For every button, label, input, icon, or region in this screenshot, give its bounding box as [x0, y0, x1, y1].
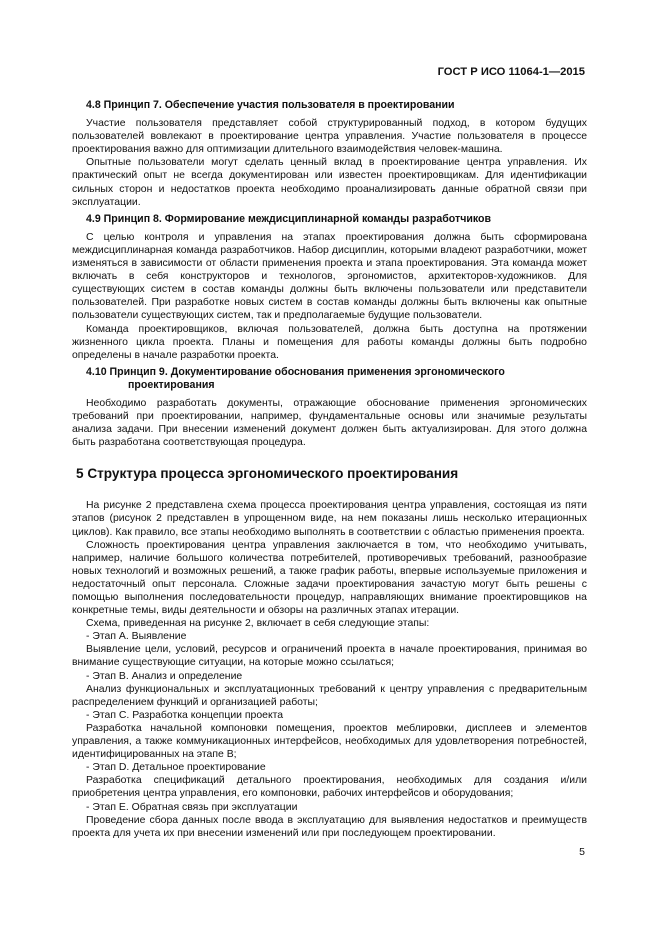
stage-b-label: - Этап В. Анализ и определение: [86, 670, 243, 682]
paragraph: Схема, приведенная на рисунке 2, включает в себя следующие этапы:: [86, 618, 430, 630]
stage-a-text: Выявление цели, условий, ресурсов и ограничений проекта в начале проектирования, принимая во внимание существующие ситуации, на которые можно ссылаться;: [72, 644, 587, 669]
paragraph: Сложность проектирования центра управления заключается в том, что необходимо учитывать, например, наличие большого количества потребителей, противоречивых требований, разнообразие новых технологий и возможных решений, а также график работы, впервые используемые приложения и недостаточный опыт персонала. Сложные задачи проектирования зачастую могут быть решены с помощью выполнения последовательности процедур, направляющих внимание проектировщиков на конкретные темы, виды деятельности и обзоры на различных этапах итерации.: [72, 539, 587, 617]
page-content: [72, 95, 587, 840]
stage-b-text: Анализ функциональных и эксплуатационных требований к центру управления с предварительным распределением функций и организацией работы;: [72, 683, 587, 708]
heading-line: 4.10 Принцип 9. Документирование обоснования применения эргономического: [86, 365, 505, 378]
paragraph: Опытные пользователи могут сделать ценный вклад в проектирование центра управления. Их практический опыт не всегда документирован или известен проектировщикам. Для идентификации сильных сторон и недостатков проекта необходимо проанализировать данные обратной связи при эксплуатации.: [72, 157, 587, 208]
paragraph: Необходимо разработать документы, отражающие обоснование применения эргономических требований при проектировании, например, фундаментальные основы или значимые результаты анализа задачи. При внесении изменений документ должен быть актуализирован. Для этого должна быть разработана соответствующая процедура.: [72, 397, 587, 449]
stage-c-text: Разработка начальной компоновки помещения, проектов меблировки, дисплеев и элементов управления, а также коммуникационных интерфейсов, необходимых для удовлетворения потребностей, идентифицированных на этапе В;: [72, 722, 587, 761]
stage-c-label: - Этап С. Разработка концепции проекта: [86, 709, 284, 721]
section-4-9-heading: 4.9 Принцип 8. Формирование междисциплинарной команды разработчиков: [86, 212, 492, 225]
paragraph: Участие пользователя представляет собой структурированный подход, в котором будущих пользователей вовлекают в проектирование центра управления. Участие пользователя в процессе проектирования важно для оптимизации длительного взаимодействия человек-машина.: [72, 118, 587, 156]
stage-a-label: - Этап А. Выявление: [86, 631, 187, 643]
stage-e-label: - Этап Е. Обратная связь при эксплуатации: [86, 801, 298, 813]
section-5-heading: 5 Структура процесса эргономического проектирования: [76, 466, 459, 482]
heading-line: проектирования: [128, 378, 215, 391]
stage-e-text: Проведение сбора данных после ввода в эксплуатацию для выявления недостатков и преимуществ проекта для учета их при внесении изменений или при последующем проектировании.: [72, 814, 587, 839]
stage-d-text: Разработка спецификаций детального проектирования, необходимых для создания и/или приобретения центра управления, его компоновки, рабочих интерфейсов и оборудования;: [72, 775, 587, 800]
paragraph: Команда проектировщиков, включая пользователей, должна быть доступна на протяжении жизненного цикла проекта. Планы и помещения для работы команды должны быть подробно определены в начале разработки проекта.: [72, 323, 587, 361]
paragraph: С целью контроля и управления на этапах проектирования должна быть сформирована междисциплинарная команда разработчиков. Набор дисциплин, которыми владеют разработчики, может изменяться в зависимости от области применения проекта и этапа проектирования. Эта команда может включать в себя конструкторов и технологов, эргономистов, архитекторов-художников. Для существующих систем в состав команды должны быть включены пользователи или представители пользователей. При разработке новых систем в состав команды должны быть включены как опытные пользователи существующих систем, так и предполагаемые будущие пользователи.: [72, 231, 587, 322]
section-4-10-heading: [72, 366, 587, 392]
page-number: 5: [579, 846, 585, 858]
document-header: ГОСТ Р ИСО 11064-1—2015: [437, 66, 585, 78]
paragraph: На рисунке 2 представлена схема процесса проектирования центра управления, состоящая из пяти этапов (рисунок 2 представлен в упрощенном виде, на нем показаны лишь несколько итерационных циклов). Как правило, все этапы необходимо выполнять в соответствии с областью применения проекта.: [72, 500, 587, 538]
stage-d-label: - Этап D. Детальное проектирование: [86, 762, 266, 774]
section-4-8-heading: 4.8 Принцип 7. Обеспечение участия пользователя в проектировании: [86, 99, 455, 111]
